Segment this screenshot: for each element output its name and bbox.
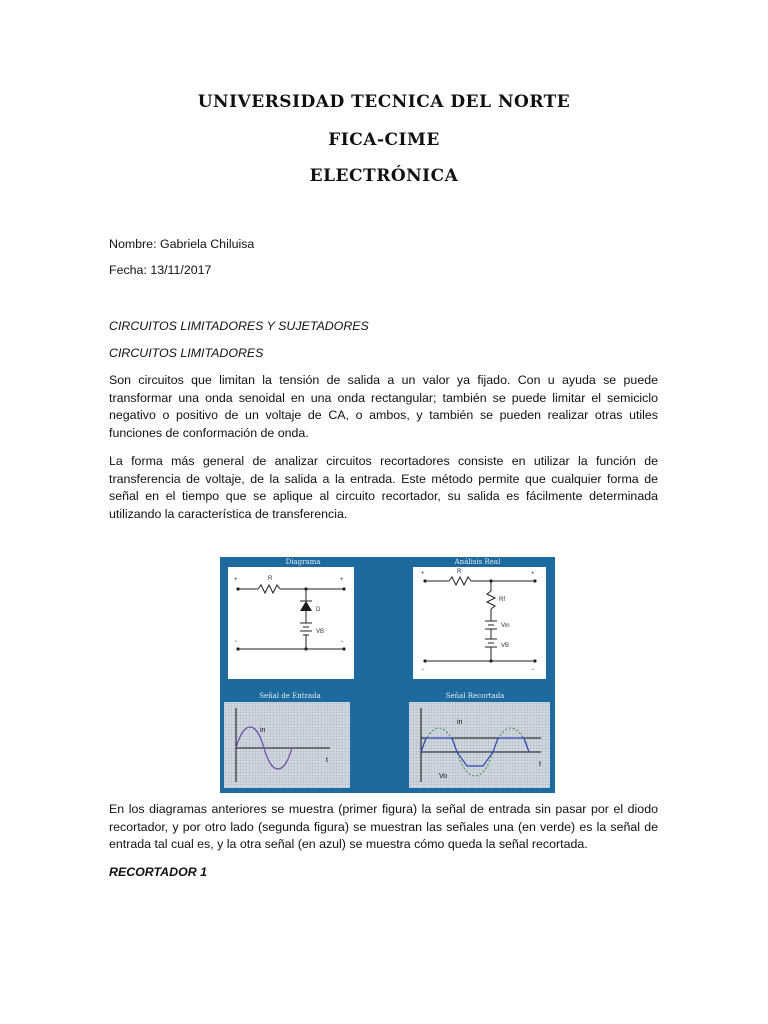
plus-right-label: + [340, 577, 344, 583]
paragraph-1: Son circuitos que limitan la tensión de salida a un valor ya fijado. Con u ayuda se puede transformar una onda senoidal en una onda rectangular; también se puede limitar el semiciclo negativo o positivo de un voltaje de CA, o ambos, y también se pueden realizar otras utiles funciones de conformación de onda. [109, 373, 658, 440]
resistor-label-2: R [457, 569, 462, 575]
input-signal-plot [224, 702, 350, 788]
clipped-signal-panel [409, 702, 550, 788]
diode-label: D [316, 607, 321, 613]
clipped-panel-title: Señal Recortada [445, 692, 505, 700]
paragraph-2: La forma más general de analizar circuitos recortadores consiste en utilizar la función de transferencia de voltaje, de la salida a la entrada. Este método permite que cualquier forma de señal en el tiempo que se aplique al circuito recortador, su salida es fácilmente determinada utilizando la característica de transferencia. [109, 454, 658, 521]
university-title: UNIVERSIDAD TECNICA DEL NORTE [197, 92, 571, 112]
next-heading: RECORTADOR 1 [109, 865, 207, 879]
diagram-panel [228, 567, 354, 679]
faculty-title: FICA-CIME [328, 130, 440, 150]
in-label: in [260, 727, 266, 734]
paragraph-3: En los diagramas anteriores se muestra (primer figura) la señal de entrada sin pasar por el diodo recortador, y por otro lado (segunda figura) se muestran las señales una (en verde) es la señal de entrada tal cual es, y la otra señal (en azul) se muestra cómo queda la señal recortada. [109, 802, 658, 851]
minus-left-label: − [234, 639, 238, 645]
vo-label: Vo [439, 773, 448, 780]
resistor-label: R [268, 576, 273, 582]
minus-left-label-2: − [421, 667, 425, 673]
minus-right-label: − [340, 639, 344, 645]
vb-label: VB [316, 629, 325, 635]
t-label: t [326, 757, 328, 764]
analysis-panel [413, 567, 546, 679]
career-title: ELECTRÓNICA [309, 166, 459, 186]
plus-left-label-2: + [421, 571, 425, 577]
input-panel-title: Señal de Entrada [259, 692, 321, 700]
clipped-signal-plot [409, 702, 550, 788]
section-subheading: CIRCUITOS LIMITADORES [109, 346, 264, 360]
section-heading: CIRCUITOS LIMITADORES Y SUJETADORES [109, 319, 369, 333]
plus-right-label-2: + [531, 571, 535, 577]
analysis-panel-title: Análisis Real [454, 558, 501, 566]
name-line: Nombre: Gabriela Chiluisa [109, 237, 255, 251]
vb-label-2: VB [501, 643, 510, 649]
diagram-panel-title: Diagrama [285, 558, 321, 566]
rf-label: Rf [499, 597, 505, 603]
date-line: Fecha: 13/11/2017 [109, 263, 212, 277]
vin-label: Vin [501, 623, 510, 629]
minus-right-label-2: − [531, 667, 535, 673]
diagram-circuit [228, 567, 354, 679]
in-label-2: in [457, 719, 463, 726]
t-label-2: t [539, 761, 541, 768]
clipper-figure [220, 557, 555, 793]
input-signal-panel [224, 702, 350, 788]
plus-left-label: + [234, 577, 238, 583]
analysis-circuit [413, 567, 546, 679]
